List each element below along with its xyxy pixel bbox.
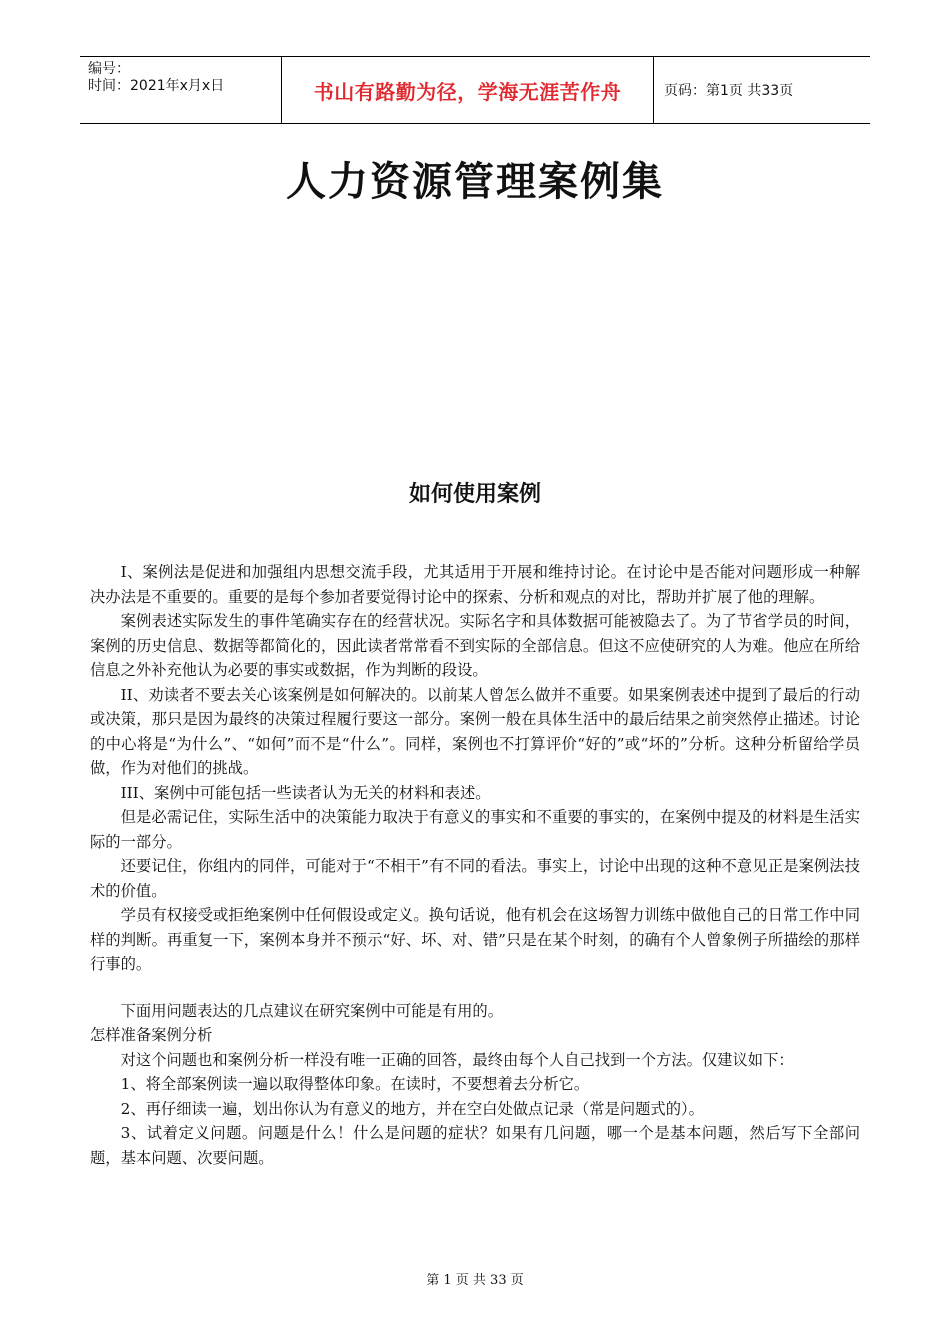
paragraph: 学员有权接受或拒绝案例中任何假设或定义。换句话说，他有机会在这场智力训练中做他自己的日常工作中同样的判断。再重复一下，案例本身并不预示“好、坏、对、错”只是在某个时刻，的确有个人曾象例子所描绘的那样行事的。 [90,906,860,973]
paragraph: I、案例法是促进和加强组内思想交流手段，尤其适用于开展和维持讨论。在讨论中是否能对问题形成一种解决办法是不重要的。重要的是每个参加者要觉得讨论中的探索、分析和观点的对比，帮助并扩展了他的理解。 [90,563,860,606]
intro-line: 下面用问题表达的几点建议在研究案例中可能是有用的。 [120,1001,504,1020]
body-text [90,560,860,1170]
header-meta-cell [80,57,281,123]
analysis-paragraph: 对这个问题也和案例分析一样没有唯一正确的回答，最终由每个人自己找到一个方法。仅建议如下： [120,1050,794,1069]
page-info: 页码：第1页 共33页 [664,83,794,99]
paragraph: III、案例中可能包括一些读者认为无关的材料和表述。 [120,783,491,802]
serial-number-label: 编号： [88,61,130,77]
paragraph: 但是必需记住，实际生活中的决策能力取决于有意义的事实和不重要的事实的，在案例中提及的材料是生活实际的一部分。 [90,808,860,851]
header-table [80,56,870,124]
analysis-step: 2、再仔细读一遍，划出你认为有意义的地方，并在空白处做点记录（常是问题式的）。 [120,1099,704,1118]
analysis-step: 3、试着定义问题。问题是什么！什么是问题的症状？如果有几问题，哪一个是基本问题，然后写下全部问题，基本问题、次要问题。 [90,1124,860,1167]
paragraph: 还要记住，你组内的同伴，可能对于“不相干”有不同的看法。事实上，讨论中出现的这种不意见正是案例法技术的价值。 [90,857,860,900]
analysis-step: 1、将全部案例读一遍以取得整体印象。在读时，不要想着去分析它。 [120,1075,590,1093]
header-page-cell [654,57,870,123]
section-title: 如何使用案例 [408,482,541,507]
time-label: 时间：2021年x月x日 [88,78,225,94]
subheading: 怎样准备案例分析 [90,1026,213,1044]
document-title: 人力资源管理案例集 [286,159,664,205]
footer-page-number: 第 1 页 共 33 页 [426,1273,524,1288]
paragraph: 案例表述实际发生的事件笔确实存在的经营状况。实际名字和具体数据可能被隐去了。为了节省学员的时间，案例的历史信息、数据等都简化的，因此读者常常看不到实际的全部信息。但这不应使研究的人为难。他应在所给信息之外补充他认为必要的事实或数据，作为判断的段设。 [90,612,860,679]
motto-text: 书山有路勤为径，学海无涯苦作舟 [313,79,622,104]
header-motto-cell [281,57,654,123]
paragraph: II、劝读者不要去关心该案例是如何解决的。以前某人曾怎么做并不重要。如果案例表述中提到了最后的行动或决策，那只是因为最终的决策过程履行要这一部分。案例一般在具体生活中的最后结果之前突然停止描述。讨论的中心将是“为什么”、“如何”而不是“什么”。同样，案例也不打算评价“好的”或“坏的”分析。这种分析留给学员做，作为对他们的挑战。 [90,685,860,777]
